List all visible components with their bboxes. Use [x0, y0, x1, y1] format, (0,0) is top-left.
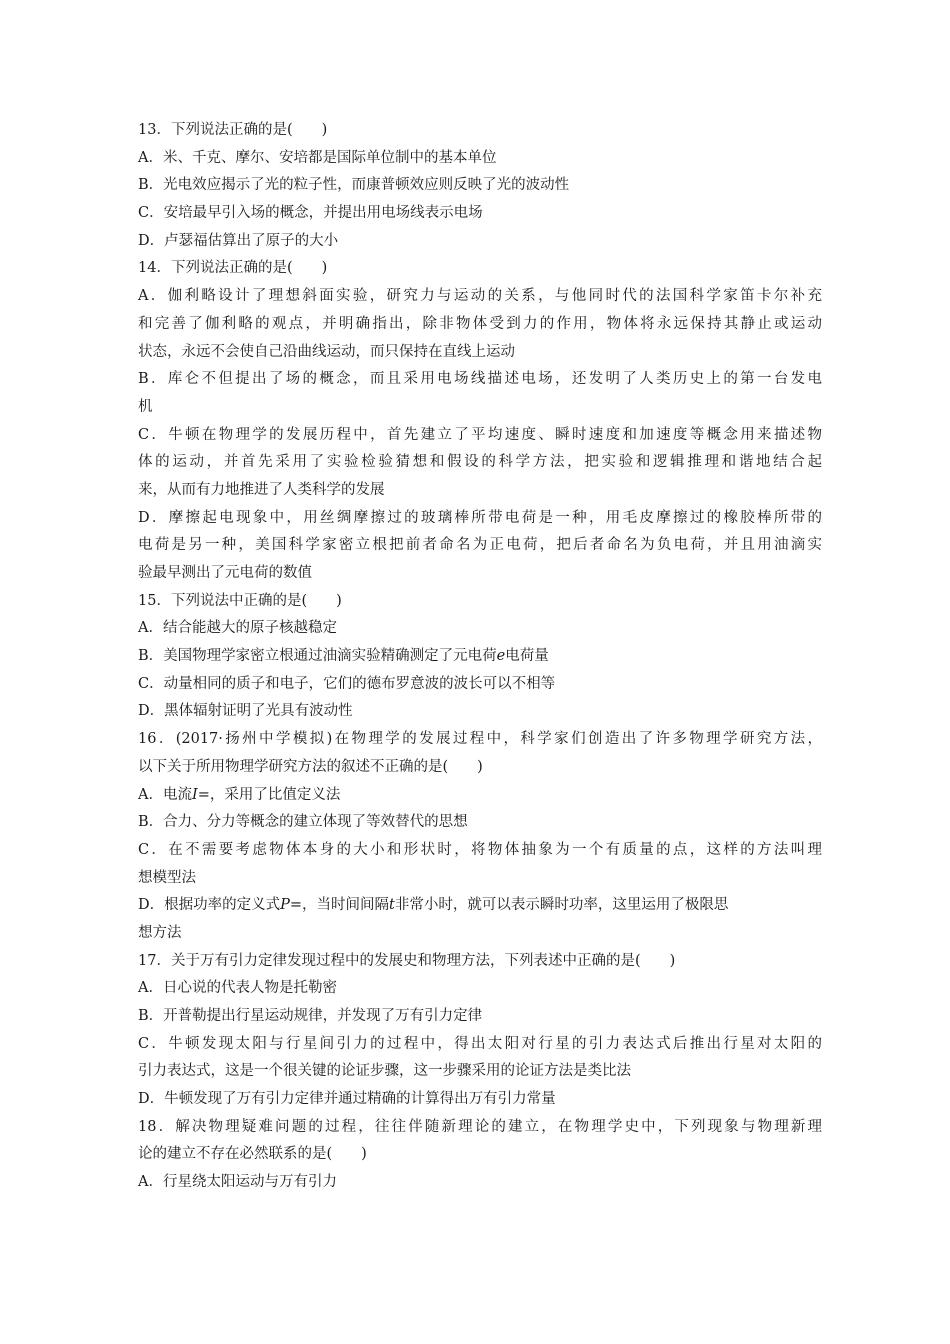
question-stem: 13．下列说法正确的是( ) — [138, 122, 328, 138]
option-a: A．行星绕太阳运动与万有引力 — [138, 1174, 337, 1191]
option-a-line-1: A．伽利略设计了理想斜面实验，研究力与运动的关系，与他同时代的法国科学家笛卡尔补充 — [138, 288, 822, 305]
option-d: D．牛顿发现了万有引力定律并通过精确的计算得出万有引力常量 — [138, 1091, 556, 1108]
option-c-line-1: C．牛顿在物理学的发展历程中，首先建立了平均速度、瞬时速度和加速度等概念用来描述物 — [138, 426, 822, 443]
option-c-line-3: 来，从而有力地推进了人类科学的发展 — [138, 481, 385, 498]
option-d-mid: =，当时间间隔 — [289, 897, 390, 914]
option-c-line-2: 想模型法 — [138, 869, 196, 886]
option-c: C．安培最早引入场的概念，并提出用电场线表示电场 — [138, 205, 483, 222]
question-stem-line-2: 以下关于所用物理学研究方法的叙述不正确的是( ) — [138, 758, 483, 775]
option-d-line-3: 验最早测出了元电荷的数值 — [138, 565, 312, 581]
option-b-line-2: 机 — [138, 398, 153, 415]
option-d-prefix: D．根据功率的定义式 — [138, 897, 281, 914]
symbol-t: t — [389, 897, 395, 914]
option-a-prefix: A．电流 — [138, 786, 192, 803]
option-d-line-2: 电荷是另一种，美国科学家密立根把前者命名为正电荷，把后者命名为负电荷，并且用油滴实 — [138, 537, 822, 554]
option-c-line-2: 体的运动，并首先采用了实验检验猜想和假设的科学方法，把实验和逻辑推理和谐地结合起 — [138, 454, 822, 471]
question-stem-line-2: 论的建立不存在必然联系的是( ) — [138, 1146, 367, 1163]
option-a: A．结合能越大的原子核越稳定 — [138, 620, 337, 637]
option-b: B．光电效应揭示了光的粒子性，而康普顿效应则反映了光的波动性 — [138, 177, 570, 194]
option-b-tail: 电荷量 — [505, 648, 549, 665]
question-16 — [138, 726, 822, 948]
option-c: C．动量相同的质子和电子，它们的德布罗意波的波长可以不相等 — [138, 675, 556, 692]
question-13 — [138, 117, 822, 255]
option-b: B．开普勒提出行星运动规律，并发现了万有引力定律 — [138, 1008, 483, 1024]
option-a-tail: =，采用了比值定义法 — [197, 786, 341, 803]
question-stem-line-1: 16．(2017·扬州中学模拟)在物理学的发展过程中，科学家们创造出了许多物理学研究方法， — [138, 731, 822, 748]
question-stem: 14．下列说法正确的是( ) — [138, 260, 328, 277]
option-a-line-2: 和完善了伽利略的观点，并明确指出，除非物体受到力的作用，物体将永远保持其静止或运动 — [138, 315, 822, 332]
symbol-e: e — [496, 648, 506, 665]
option-d-line-1 — [138, 892, 822, 920]
symbol-i: I — [191, 786, 198, 803]
option-d: D．黑体辐射证明了光具有波动性 — [138, 703, 353, 720]
option-a: A．日心说的代表人物是托勒密 — [138, 980, 337, 997]
option-a — [138, 782, 822, 810]
option-c-line-1: C．在不需要考虑物体本身的大小和形状时，将物体抽象为一个有质量的点，这样的方法叫理 — [138, 841, 822, 858]
question-stem: 17．关于万有引力定律发现过程中的发展史和物理方法，下列表述中正确的是( ) — [138, 952, 676, 969]
option-c-line-2: 引力表达式，这是一个很关键的论证步骤，这一步骤采用的论证方法是类比法 — [138, 1063, 631, 1080]
question-17 — [138, 948, 822, 1114]
question-stem: 15．下列说法中正确的是( ) — [138, 592, 342, 609]
option-c-line-1: C．牛顿发现太阳与行星间引力的过程中，得出太阳对行星的引力表达式后推出行星对太阳的 — [138, 1035, 822, 1052]
question-stem-line-1: 18．解决物理疑难问题的过程，往往伴随新理论的建立，在物理学史中，下列现象与物理新理 — [138, 1118, 822, 1135]
symbol-p: P — [280, 897, 290, 914]
option-b: B．合力、分力等概念的建立体现了等效替代的思想 — [138, 814, 468, 831]
document-page — [138, 117, 822, 1197]
option-a-line-3: 状态，永远不会使自己沿曲线运动，而只保持在直线上运动 — [138, 343, 515, 360]
option-d: D．卢瑟福估算出了原子的大小 — [138, 232, 339, 249]
option-b-text: B．美国物理学家密立根通过油滴实验精确测定了元电荷 — [138, 648, 497, 665]
question-15 — [138, 588, 822, 726]
option-b — [138, 643, 822, 671]
option-d-line-2: 想方法 — [138, 924, 182, 941]
option-b-line-1: B．库仑不但提出了场的概念，而且采用电场线描述电场，还发明了人类历史上的第一台发电 — [138, 371, 822, 388]
question-14 — [138, 255, 822, 587]
question-18 — [138, 1114, 822, 1197]
option-d-tail: 非常小时，就可以表示瞬时功率，这里运用了极限思 — [394, 897, 729, 914]
option-d-line-1: D．摩擦起电现象中，用丝绸摩擦过的玻璃棒所带电荷是一种，用毛皮摩擦过的橡胶棒所带的 — [138, 509, 822, 526]
option-a: A．米、千克、摩尔、安培都是国际单位制中的基本单位 — [138, 149, 497, 166]
